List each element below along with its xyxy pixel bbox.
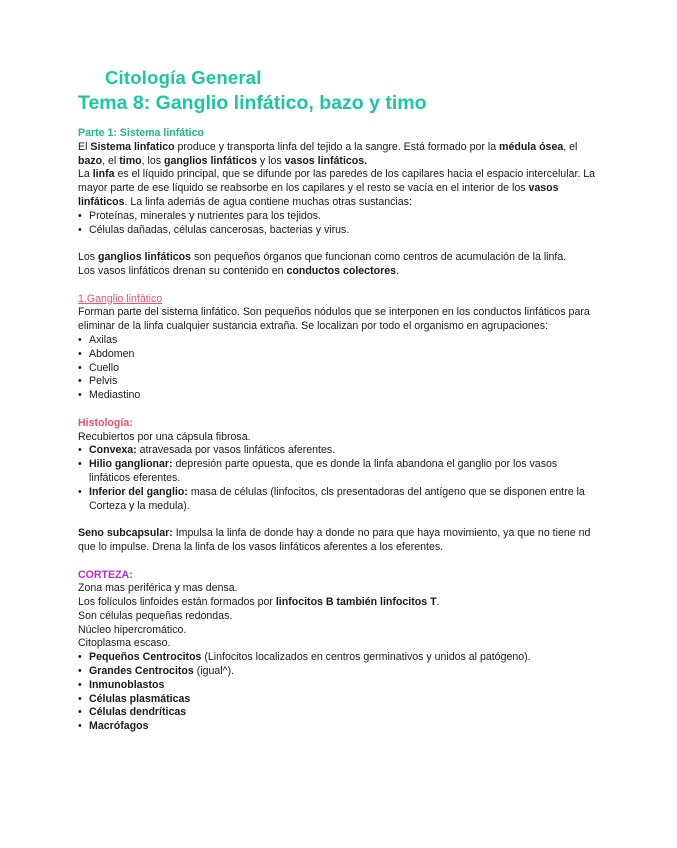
corteza-cells-list xyxy=(78,651,598,734)
paragraph-seno-subcapsular: Seno subcapsular: Impulsa la linfa de donde hay a donde no para que haya movimiento, ya que no tiene nd que lo impulse. Drena la linfa de los vasos linfáticos aferentes a los eferentes. xyxy=(78,527,591,553)
paragraph-sistema-linfatico: El Sistema linfatico produce y transporta linfa del tejido a la sangre. Está formado por la médula ósea, el bazo, el timo, los ganglios linfáticos y los vasos linfáticos. xyxy=(78,140,578,167)
paragraph-histologia: Recubiertos por una cápsula fibrosa. xyxy=(78,430,251,443)
list-item: • Hilio ganglionar: depresión parte opuesta, que es donde la linfa abandona el ganglio por los vasos linfáticos eferentes. xyxy=(78,458,598,486)
list-item: • Inmunoblastos xyxy=(78,679,598,693)
list-item: • Cuello xyxy=(78,362,598,376)
list-item: • Pelvis xyxy=(78,375,598,389)
corteza-line: Núcleo hipercromático. xyxy=(78,623,187,636)
list-item: • Células plasmáticas xyxy=(78,693,598,707)
list-item: • Pequeños Centrocitos (Linfocitos localizados en centros germinativos y unidos al patógeno). xyxy=(78,651,598,665)
list-item: • Macrófagos xyxy=(78,720,598,734)
paragraph-linfa: La linfa es el líquido principal, que se difunde por las paredes de los capilares hacia el espacio intercelular. La mayor parte de ese líquido se reabsorbe en los capilares y el resto se vacía en el interior de los vasos linfáticos. La linfa además de agua contiene muchas otras sustancias: xyxy=(78,168,596,208)
list-item: • Inferior del ganglio: masa de células (linfocitos, cls presentadoras del antígeno que se disponen entre la Corteza y la medula). xyxy=(78,486,598,514)
linfa-substances-list xyxy=(78,210,598,238)
corteza-line: Los folículos linfoides están formados por linfocitos B también linfocitos T. xyxy=(78,596,440,609)
section-heading-ganglio: 1.Ganglio linfático xyxy=(78,292,163,305)
section-heading-sistema-linfatico: Parte 1: Sistema linfático xyxy=(78,127,204,139)
ganglio-locations-list xyxy=(78,334,598,403)
course-title: Citología General xyxy=(105,67,262,88)
list-item: • Células dendríticas xyxy=(78,706,598,720)
list-item: • Grandes Centrocitos (igual^). xyxy=(78,665,598,679)
corteza-line: Son células pequeñas redondas. xyxy=(78,609,233,622)
topic-title: Tema 8: Ganglio linfático, bazo y timo xyxy=(78,92,427,114)
list-item: • Axilas xyxy=(78,334,598,348)
list-item: • Proteínas, minerales y nutrientes para los tejidos. xyxy=(78,210,598,224)
list-item: • Abdomen xyxy=(78,348,598,362)
paragraph-vasos: Los vasos linfáticos drenan su contenido en conductos colectores. xyxy=(78,264,399,277)
histologia-list xyxy=(78,444,598,513)
paragraph-ganglios: Los ganglios linfáticos son pequeños órganos que funcionan como centros de acumulación de la linfa. xyxy=(78,251,567,264)
corteza-line: Zona mas periférica y mas densa. xyxy=(78,582,238,595)
list-item: • Células dañadas, células cancerosas, bacterias y virus. xyxy=(78,224,598,238)
document-body xyxy=(78,127,598,734)
paragraph-ganglio: Forman parte del sistema linfático. Son pequeños nódulos que se interponen en los conductos linfáticos para eliminar de la linfa cualquier sustancia extraña. Se localizan por todo el organismo en agrupaciones: xyxy=(78,306,590,333)
list-item: • Mediastino xyxy=(78,389,598,403)
list-item: • Convexa: atravesada por vasos linfáticos aferentes. xyxy=(78,444,598,458)
section-heading-histologia: Histología: xyxy=(78,416,133,429)
corteza-line: Citoplasma escaso. xyxy=(78,637,171,650)
section-heading-corteza: CORTEZA: xyxy=(78,568,133,581)
